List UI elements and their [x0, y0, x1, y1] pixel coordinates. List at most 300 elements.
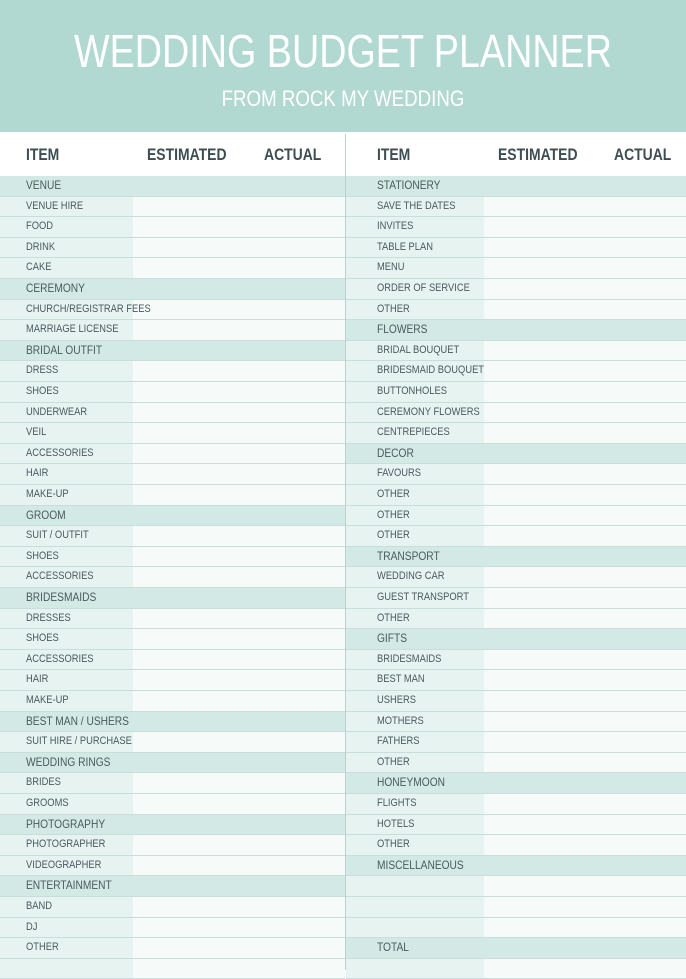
estimated-cell[interactable]	[133, 547, 239, 567]
item-row	[0, 856, 345, 877]
item-label: FATHERS	[377, 735, 420, 748]
item-row	[346, 485, 686, 506]
item-label: MOTHERS	[377, 714, 424, 727]
item-cell	[0, 547, 133, 567]
estimated-cell[interactable]	[484, 567, 590, 587]
actual-cell[interactable]	[239, 753, 345, 773]
actual-cell[interactable]	[239, 197, 345, 217]
estimated-cell[interactable]	[133, 815, 239, 835]
item-label: TABLE PLAN	[377, 240, 433, 253]
actual-cell[interactable]	[590, 258, 686, 278]
estimated-cell[interactable]	[484, 403, 590, 423]
actual-cell[interactable]	[590, 176, 686, 196]
actual-cell[interactable]	[590, 856, 686, 876]
estimated-cell[interactable]	[133, 588, 239, 608]
actual-cell[interactable]	[590, 753, 686, 773]
estimated-cell[interactable]	[484, 815, 590, 835]
item-label: WEDDING CAR	[377, 570, 445, 583]
estimated-cell[interactable]	[484, 423, 590, 443]
item-label: BRIDES	[26, 776, 61, 789]
item-row	[346, 197, 686, 218]
item-label: MENU	[377, 261, 405, 274]
item-label: SAVE THE DATES	[377, 199, 456, 212]
actual-cell[interactable]	[239, 691, 345, 711]
actual-cell[interactable]	[239, 279, 345, 299]
item-label: USHERS	[377, 694, 416, 706]
item-label: GUEST TRANSPORT	[377, 591, 469, 603]
actual-cell[interactable]	[239, 918, 345, 938]
estimated-cell[interactable]	[484, 547, 590, 567]
item-cell	[0, 361, 133, 381]
actual-cell[interactable]	[590, 382, 686, 402]
category-row	[0, 176, 345, 197]
actual-cell[interactable]	[239, 773, 345, 793]
actual-cell[interactable]	[590, 300, 686, 320]
column-divider	[345, 134, 346, 970]
category-label: BRIDESMAIDS	[26, 590, 97, 604]
item-label: CEREMONY FLOWERS	[377, 405, 480, 418]
actual-cell[interactable]	[239, 464, 345, 484]
item-label: FAVOURS	[377, 467, 422, 480]
actual-cell[interactable]	[590, 609, 686, 629]
estimated-cell[interactable]	[133, 361, 239, 381]
actual-cell[interactable]	[590, 959, 686, 979]
estimated-cell[interactable]	[133, 959, 239, 979]
item-label: HAIR	[26, 467, 49, 480]
actual-cell[interactable]	[590, 876, 686, 896]
category-row	[0, 876, 345, 897]
actual-cell[interactable]	[239, 485, 345, 505]
item-row	[0, 629, 345, 650]
actual-cell[interactable]	[239, 361, 345, 381]
item-row	[346, 423, 686, 444]
item-row	[346, 506, 686, 527]
estimated-cell[interactable]	[133, 320, 239, 340]
item-cell	[346, 876, 484, 896]
page-subtitle: FROM ROCK MY WEDDING	[221, 86, 465, 111]
category-label: TOTAL	[377, 940, 409, 955]
estimated-cell[interactable]	[133, 526, 239, 546]
item-cell	[0, 897, 133, 917]
item-row	[346, 712, 686, 733]
estimated-cell[interactable]	[484, 691, 590, 711]
item-cell	[0, 938, 133, 958]
item-row	[346, 959, 686, 979]
actual-cell[interactable]	[590, 423, 686, 443]
category-label: BEST MAN / USHERS	[26, 713, 129, 728]
actual-cell[interactable]	[239, 506, 345, 526]
actual-cell[interactable]	[239, 320, 345, 340]
item-row	[346, 670, 686, 691]
actual-cell[interactable]	[239, 835, 345, 855]
item-label: ACCESSORIES	[26, 446, 94, 459]
estimated-cell[interactable]	[133, 444, 239, 464]
actual-cell[interactable]	[239, 567, 345, 587]
item-cell	[0, 464, 133, 484]
estimated-cell[interactable]	[484, 588, 590, 608]
actual-cell[interactable]	[239, 712, 345, 732]
item-cell	[346, 258, 484, 278]
actual-cell[interactable]	[590, 629, 686, 649]
item-row	[0, 464, 345, 485]
actual-cell[interactable]	[590, 691, 686, 711]
item-label: OTHER	[377, 488, 410, 500]
estimated-cell[interactable]	[133, 258, 239, 278]
actual-cell[interactable]	[590, 712, 686, 732]
estimated-cell[interactable]	[484, 217, 590, 237]
item-row	[0, 300, 345, 321]
actual-cell[interactable]	[239, 959, 345, 979]
item-row	[346, 835, 686, 856]
right-item-header: ITEM	[377, 145, 411, 164]
actual-cell[interactable]	[239, 382, 345, 402]
estimated-cell[interactable]	[133, 650, 239, 670]
item-row	[0, 732, 345, 753]
item-label: SHOES	[26, 632, 59, 645]
item-label: OTHER	[377, 529, 410, 542]
actual-cell[interactable]	[239, 815, 345, 835]
actual-cell[interactable]	[590, 403, 686, 423]
estimated-cell[interactable]	[484, 197, 590, 217]
estimated-cell[interactable]	[133, 712, 239, 732]
estimated-cell[interactable]	[133, 670, 239, 690]
estimated-cell[interactable]	[133, 856, 239, 876]
item-cell	[0, 918, 133, 938]
right-actual-header: ACTUAL	[614, 145, 672, 164]
item-label: OTHER	[377, 838, 410, 851]
estimated-cell[interactable]	[133, 609, 239, 629]
category-row	[0, 341, 345, 362]
actual-cell[interactable]	[239, 444, 345, 464]
category-label: WEDDING RINGS	[26, 754, 111, 769]
item-label: DRESS	[26, 364, 59, 377]
item-row	[346, 650, 686, 671]
item-cell	[0, 670, 133, 690]
estimated-cell[interactable]	[484, 753, 590, 773]
item-label: HAIR	[26, 673, 49, 686]
actual-cell[interactable]	[239, 856, 345, 876]
item-row	[346, 279, 686, 300]
left-item-header: ITEM	[26, 145, 60, 164]
actual-cell[interactable]	[590, 835, 686, 855]
item-row	[346, 403, 686, 424]
category-label: FLOWERS	[377, 322, 428, 337]
actual-cell[interactable]	[239, 423, 345, 443]
item-row	[346, 382, 686, 403]
category-label: MISCELLANEOUS	[377, 857, 464, 872]
estimated-cell[interactable]	[484, 959, 590, 979]
estimated-cell[interactable]	[484, 670, 590, 690]
estimated-cell[interactable]	[484, 300, 590, 320]
page-title: WEDDING BUDGET PLANNER	[74, 25, 612, 77]
item-row	[0, 650, 345, 671]
estimated-cell[interactable]	[484, 341, 590, 361]
estimated-cell[interactable]	[484, 650, 590, 670]
estimated-cell[interactable]	[484, 938, 590, 958]
estimated-cell[interactable]	[133, 897, 239, 917]
category-label: ENTERTAINMENT	[26, 878, 112, 893]
category-label: HONEYMOON	[377, 775, 446, 790]
item-label: VEIL	[26, 426, 47, 439]
estimated-cell[interactable]	[133, 629, 239, 649]
estimated-cell[interactable]	[133, 341, 239, 361]
item-cell	[0, 423, 133, 443]
estimated-cell[interactable]	[484, 732, 590, 752]
item-label: BRIDESMAID BOUQUET	[377, 364, 485, 377]
actual-cell[interactable]	[590, 320, 686, 340]
estimated-cell[interactable]	[133, 382, 239, 402]
estimated-cell[interactable]	[133, 238, 239, 258]
item-label: BRIDESMAIDS	[377, 652, 442, 665]
estimated-cell[interactable]	[133, 506, 239, 526]
category-label: VENUE	[26, 178, 62, 192]
actual-cell[interactable]	[590, 897, 686, 917]
item-label: BAND	[26, 900, 52, 912]
actual-cell[interactable]	[590, 238, 686, 258]
actual-cell[interactable]	[239, 588, 345, 608]
estimated-cell[interactable]	[133, 835, 239, 855]
estimated-cell[interactable]	[484, 712, 590, 732]
estimated-cell[interactable]	[484, 506, 590, 526]
item-cell	[346, 959, 484, 979]
item-label: VENUE HIRE	[26, 199, 84, 212]
item-label: DJ	[26, 920, 38, 933]
estimated-cell[interactable]	[133, 876, 239, 896]
item-row	[0, 691, 345, 712]
estimated-cell[interactable]	[133, 176, 239, 196]
item-row	[346, 464, 686, 485]
item-label: FOOD	[26, 220, 54, 233]
item-row	[346, 526, 686, 547]
page-header	[0, 0, 686, 132]
item-row	[0, 423, 345, 444]
estimated-cell[interactable]	[484, 176, 590, 196]
item-row	[346, 815, 686, 836]
estimated-cell[interactable]	[133, 217, 239, 237]
item-row	[0, 918, 345, 939]
actual-cell[interactable]	[590, 588, 686, 608]
item-label: SUIT HIRE / PURCHASE	[26, 735, 132, 748]
actual-cell[interactable]	[590, 547, 686, 567]
category-label: GROOM	[26, 507, 66, 522]
actual-cell[interactable]	[239, 526, 345, 546]
estimated-cell[interactable]	[133, 938, 239, 958]
estimated-cell[interactable]	[484, 876, 590, 896]
category-row	[0, 712, 345, 733]
estimated-cell[interactable]	[484, 773, 590, 793]
item-cell	[0, 217, 133, 237]
item-label: DRINK	[26, 240, 56, 253]
item-row	[0, 794, 345, 815]
category-label: BRIDAL OUTFIT	[26, 342, 103, 357]
actual-cell[interactable]	[239, 670, 345, 690]
item-row	[346, 300, 686, 321]
item-label: MAKE-UP	[26, 488, 69, 500]
estimated-cell[interactable]	[484, 258, 590, 278]
category-label: GIFTS	[377, 631, 408, 646]
estimated-cell[interactable]	[484, 526, 590, 546]
item-row	[346, 753, 686, 774]
actual-cell[interactable]	[590, 650, 686, 670]
actual-cell[interactable]	[590, 361, 686, 381]
item-row	[346, 361, 686, 382]
actual-cell[interactable]	[590, 279, 686, 299]
actual-cell[interactable]	[590, 197, 686, 217]
actual-cell[interactable]	[239, 794, 345, 814]
actual-cell[interactable]	[590, 938, 686, 958]
actual-cell[interactable]	[239, 650, 345, 670]
item-label: PHOTOGRAPHER	[26, 838, 106, 851]
item-cell	[0, 629, 133, 649]
estimated-cell[interactable]	[484, 279, 590, 299]
estimated-cell[interactable]	[133, 691, 239, 711]
actual-cell[interactable]	[590, 567, 686, 587]
actual-cell[interactable]	[239, 876, 345, 896]
estimated-cell[interactable]	[133, 485, 239, 505]
item-cell	[0, 959, 133, 979]
item-label: ORDER OF SERVICE	[377, 282, 470, 294]
estimated-cell[interactable]	[484, 382, 590, 402]
actual-cell[interactable]	[590, 670, 686, 690]
estimated-cell[interactable]	[133, 403, 239, 423]
item-row	[0, 444, 345, 465]
category-row	[346, 629, 686, 650]
actual-cell[interactable]	[239, 300, 345, 320]
item-row	[0, 361, 345, 382]
item-label: BRIDAL BOUQUET	[377, 343, 460, 356]
estimated-cell[interactable]	[484, 856, 590, 876]
item-label: CHURCH/REGISTRAR FEES	[26, 302, 151, 315]
item-row	[0, 320, 345, 341]
item-label: ACCESSORIES	[26, 570, 94, 583]
estimated-cell[interactable]	[133, 794, 239, 814]
actual-cell[interactable]	[590, 485, 686, 505]
category-row	[346, 444, 686, 465]
item-row	[0, 485, 345, 506]
item-label: FLIGHTS	[377, 797, 417, 809]
item-row	[0, 670, 345, 691]
item-label: OTHER	[377, 302, 410, 315]
actual-cell[interactable]	[590, 217, 686, 237]
actual-cell[interactable]	[239, 176, 345, 196]
item-label: SUIT / OUTFIT	[26, 529, 89, 542]
item-label: VIDEOGRAPHER	[26, 858, 102, 871]
item-label: DRESSES	[26, 611, 71, 624]
estimated-cell[interactable]	[484, 444, 590, 464]
estimated-cell[interactable]	[484, 897, 590, 917]
item-label: OTHER	[377, 508, 410, 521]
estimated-cell[interactable]	[484, 609, 590, 629]
item-row	[0, 526, 345, 547]
actual-cell[interactable]	[239, 403, 345, 423]
actual-cell[interactable]	[590, 464, 686, 484]
actual-cell[interactable]	[590, 506, 686, 526]
category-label: STATIONERY	[377, 178, 441, 192]
actual-cell[interactable]	[590, 815, 686, 835]
actual-cell[interactable]	[239, 629, 345, 649]
estimated-cell[interactable]	[133, 423, 239, 443]
item-row	[346, 567, 686, 588]
item-cell	[346, 938, 484, 958]
actual-cell[interactable]	[239, 238, 345, 258]
category-row	[346, 856, 686, 877]
item-row	[0, 938, 345, 959]
item-label: CAKE	[26, 261, 52, 274]
item-row	[0, 547, 345, 568]
actual-cell[interactable]	[590, 732, 686, 752]
actual-cell[interactable]	[590, 444, 686, 464]
item-label: UNDERWEAR	[26, 405, 88, 418]
item-row	[0, 403, 345, 424]
estimated-cell[interactable]	[484, 238, 590, 258]
item-label: ACCESSORIES	[26, 652, 94, 665]
category-row	[346, 320, 686, 341]
item-label: OTHER	[26, 941, 59, 954]
item-label: OTHER	[377, 755, 410, 768]
actual-cell[interactable]	[590, 918, 686, 938]
item-label: GROOMS	[26, 797, 69, 809]
estimated-cell[interactable]	[484, 629, 590, 649]
actual-cell[interactable]	[590, 794, 686, 814]
actual-cell[interactable]	[239, 341, 345, 361]
item-row	[0, 238, 345, 259]
estimated-cell[interactable]	[133, 567, 239, 587]
category-row	[0, 815, 345, 836]
estimated-cell[interactable]	[484, 485, 590, 505]
item-label: SHOES	[26, 549, 59, 562]
estimated-cell[interactable]	[133, 753, 239, 773]
actual-cell[interactable]	[590, 773, 686, 793]
actual-cell[interactable]	[590, 341, 686, 361]
category-row	[0, 588, 345, 609]
category-row	[0, 279, 345, 300]
actual-cell[interactable]	[239, 217, 345, 237]
actual-cell[interactable]	[590, 526, 686, 546]
actual-cell[interactable]	[239, 938, 345, 958]
estimated-cell[interactable]	[133, 464, 239, 484]
estimated-cell[interactable]	[484, 835, 590, 855]
actual-cell[interactable]	[239, 547, 345, 567]
actual-cell[interactable]	[239, 897, 345, 917]
category-label: TRANSPORT	[377, 548, 440, 563]
item-row	[346, 341, 686, 362]
item-row	[0, 197, 345, 218]
item-row	[346, 258, 686, 279]
estimated-cell[interactable]	[484, 918, 590, 938]
estimated-cell[interactable]	[484, 464, 590, 484]
estimated-cell[interactable]	[484, 320, 590, 340]
estimated-cell[interactable]	[484, 794, 590, 814]
item-row	[346, 691, 686, 712]
estimated-cell[interactable]	[133, 197, 239, 217]
actual-cell[interactable]	[239, 258, 345, 278]
actual-cell[interactable]	[239, 609, 345, 629]
item-row	[0, 217, 345, 238]
item-row	[346, 609, 686, 630]
category-row	[0, 753, 345, 774]
estimated-cell[interactable]	[133, 773, 239, 793]
item-label: BUTTONHOLES	[377, 385, 447, 397]
item-row	[0, 959, 345, 979]
category-row	[346, 938, 686, 959]
estimated-cell[interactable]	[133, 279, 239, 299]
item-row	[346, 918, 686, 939]
category-row	[0, 506, 345, 527]
item-label: HOTELS	[377, 817, 415, 830]
estimated-cell[interactable]	[133, 918, 239, 938]
item-row	[0, 567, 345, 588]
actual-cell[interactable]	[239, 732, 345, 752]
